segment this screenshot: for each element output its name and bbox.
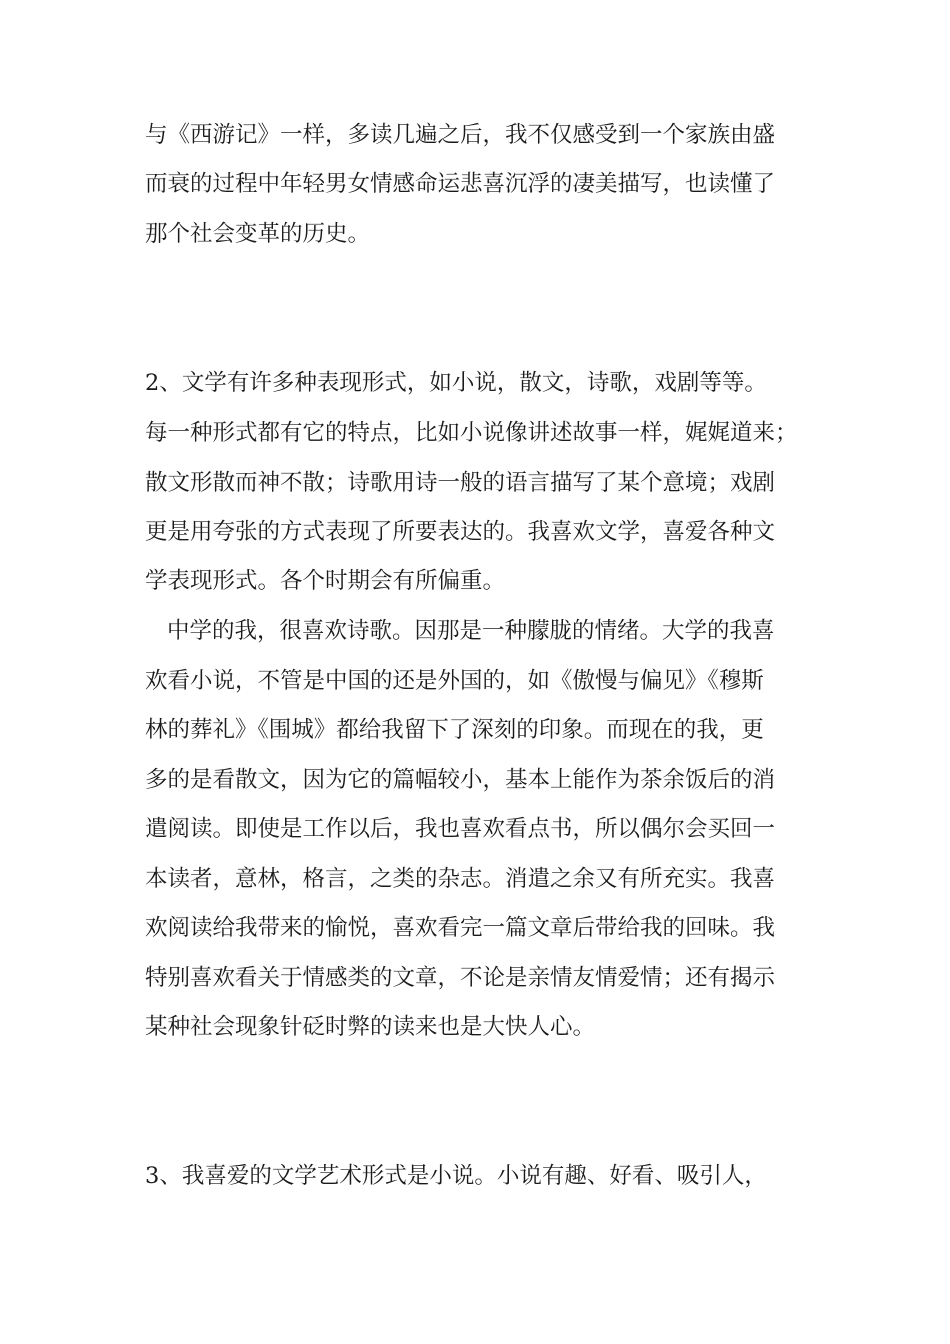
text-line: 更是用夸张的方式表现了所要表达的。我喜欢文学，喜爱各种文 [145, 519, 776, 545]
text-line: 遣阅读。即使是工作以后，我也喜欢看点书，所以偶尔会买回一 [145, 816, 776, 842]
text-line: 学表现形式。各个时期会有所偏重。 [145, 568, 506, 594]
text-line: 3、我喜爱的文学艺术形式是小说。小说有趣、好看、吸引人， [145, 1163, 767, 1189]
text-line: 欢看小说，不管是中国的还是外国的，如《傲慢与偏见》《穆斯 [145, 668, 764, 694]
text-line: 散文形散而神不散；诗歌用诗一般的语言描写了某个意境；戏剧 [145, 470, 776, 496]
text-line: 某种社会现象针砭时弊的读来也是大快人心。 [145, 1014, 596, 1040]
text-line: 多的是看散文，因为它的篇幅较小，基本上能作为茶余饭后的消 [145, 767, 776, 793]
text-line: 特别喜欢看关于情感类的文章，不论是亲情友情爱情；还有揭示 [145, 965, 776, 991]
text-line: 2、文学有许多种表现形式，如小说，散文，诗歌，戏剧等等。 [145, 370, 767, 396]
text-line: 本读者，意林，格言，之类的杂志。消遣之余又有所充实。我喜 [145, 866, 776, 892]
text-line: 而衰的过程中年轻男女情感命运悲喜沉浮的凄美描写，也读懂了 [145, 171, 776, 197]
text-line: 林的葬礼》《围城》都给我留下了深刻的印象。而现在的我，更 [145, 717, 764, 743]
text-line: 与《西游记》一样，多读几遍之后，我不仅感受到一个家族由盛 [145, 122, 776, 148]
text-line: 那个社会变革的历史。 [145, 221, 371, 247]
text-line: 欢阅读给我带来的愉悦，喜欢看完一篇文章后带给我的回味。我 [145, 915, 776, 941]
text-line: 每一种形式都有它的特点，比如小说像讲述故事一样，娓娓道来； [145, 420, 798, 446]
text-line: 中学的我，很喜欢诗歌。因那是一种朦胧的情绪。大学的我喜 [167, 618, 775, 644]
